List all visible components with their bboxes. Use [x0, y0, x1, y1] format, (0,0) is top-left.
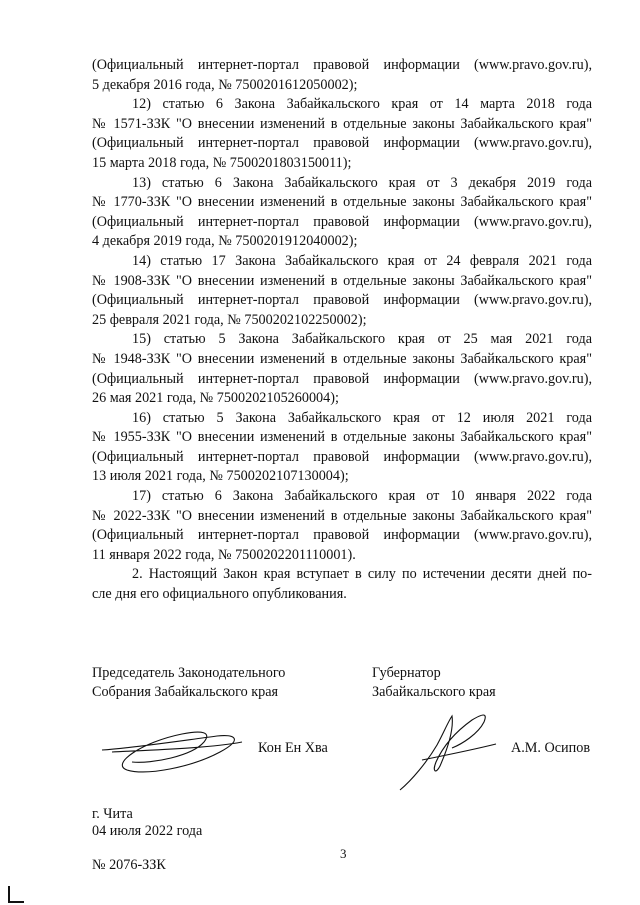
text-line: (Официальный интернет-портал правовой информации (www.pravo.gov.ru),	[92, 135, 592, 152]
left-signatory-title	[92, 664, 285, 702]
right-title-line-1: Губернатор	[372, 665, 441, 681]
text-line: 25 февраля 2021 года, № 7500202102250002);	[92, 311, 367, 328]
text-line: (Официальный интернет-портал правовой информации (www.pravo.gov.ru),	[92, 370, 592, 387]
text-line: 13) статью 6 Закона Забайкальского края от 3 декабря 2019 года	[132, 174, 592, 191]
text-line: сле дня его официального опубликования.	[92, 586, 347, 603]
left-signatory-name: Кон Ен Хва	[258, 740, 328, 756]
text-line: (Официальный интернет-портал правовой информации (www.pravo.gov.ru),	[92, 213, 592, 230]
text-line: 15 марта 2018 года, № 7500201803150011);	[92, 154, 352, 171]
text-line: (Официальный интернет-портал правовой информации (www.pravo.gov.ru),	[92, 448, 592, 465]
right-title-line-2: Забайкальского края	[372, 684, 496, 700]
right-signatory-name: А.М. Осипов	[511, 740, 591, 756]
law-text-body	[92, 56, 592, 605]
text-line: 5 декабря 2016 года, № 7500201612050002);	[92, 76, 358, 93]
left-title-line-1: Председатель Законодательного	[92, 665, 286, 681]
law-number: № 2076-ЗЗК	[92, 857, 166, 873]
right-signatory-title	[372, 664, 496, 702]
place-city: г. Чита	[92, 806, 133, 822]
scan-corner-mark-horizontal	[8, 901, 24, 903]
text-line: № 1948-ЗЗК "О внесении изменений в отдельные законы Забайкальского края"	[92, 350, 592, 367]
left-signature-image	[92, 712, 252, 782]
text-line: 17) статью 6 Закона Забайкальского края от 10 января 2022 года	[132, 488, 592, 505]
text-line: 26 мая 2021 года, № 7500202105260004);	[92, 390, 339, 407]
place-and-date	[92, 806, 202, 840]
text-line: 13 июля 2021 года, № 7500202107130004);	[92, 468, 349, 485]
text-line: 11 января 2022 года, № 7500202201110001).	[92, 546, 356, 563]
text-line: 16) статью 5 Закона Забайкальского края от 12 июля 2021 года	[132, 409, 592, 426]
right-signature-image	[392, 700, 502, 800]
text-line: (Официальный интернет-портал правовой информации (www.pravo.gov.ru),	[92, 57, 592, 73]
left-title-line-2: Собрания Забайкальского края	[92, 684, 279, 700]
text-line: № 1955-ЗЗК "О внесении изменений в отдельные законы Забайкальского края"	[92, 429, 592, 446]
text-line: 15) статью 5 Закона Забайкальского края от 25 мая 2021 года	[132, 331, 592, 348]
text-line: № 1571-ЗЗК "О внесении изменений в отдельные законы Забайкальского края"	[92, 115, 592, 132]
text-line: (Официальный интернет-портал правовой информации (www.pravo.gov.ru),	[92, 527, 592, 544]
text-line: 4 декабря 2019 года, № 7500201912040002);	[92, 233, 358, 250]
text-line: 14) статью 17 Закона Забайкальского края от 24 февраля 2021 года	[132, 252, 592, 269]
text-line: 12) статью 6 Закона Забайкальского края от 14 марта 2018 года	[132, 96, 592, 113]
text-line: № 1908-ЗЗК "О внесении изменений в отдельные законы Забайкальского края"	[92, 272, 592, 289]
scan-corner-mark-vertical	[8, 886, 10, 902]
page-number: 3	[340, 846, 347, 861]
text-line: (Официальный интернет-портал правовой информации (www.pravo.gov.ru),	[92, 292, 592, 309]
signing-date: 04 июля 2022 года	[92, 823, 203, 839]
text-line: 2. Настоящий Закон края вступает в силу по истечении десяти дней по-	[132, 566, 592, 583]
text-line: № 2022-ЗЗК "О внесении изменений в отдельные законы Забайкальского края"	[92, 507, 592, 524]
text-line: № 1770-ЗЗК "О внесении изменений в отдельные законы Забайкальского края"	[92, 194, 592, 211]
